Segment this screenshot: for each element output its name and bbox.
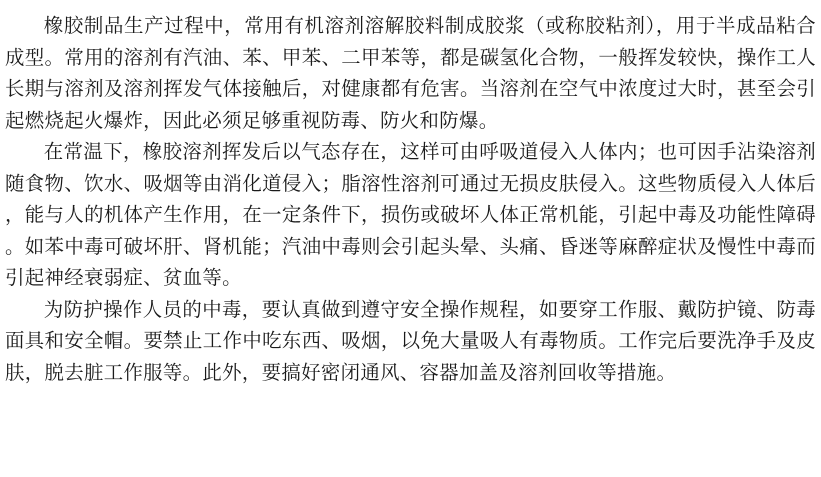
paragraph-solvent-usage: 橡胶制品生产过程中，常用有机溶剂溶解胶料制成胶浆（或称胶粘剂），用于半成品粘合成型。常用的溶剂有汽油、苯、甲苯、二甲苯等，都是碳氢化合物，一般挥发较快，操作工人长期与溶剂及溶剂挥发气体接触后，对健康都有危害。当溶剂在空气中浓度过大时，甚至会引起燃烧起火爆炸，因此必须足够重视防毒、防火和防爆。 — [5, 14, 816, 132]
paragraph-toxicity-routes: 在常温下，橡胶溶剂挥发后以气态存在，这样可由呼吸道侵入人体内；也可因手沾染溶剂随食物、饮水、吸烟等由消化道侵入；脂溶性溶剂可通过无损皮肤侵入。这些物质侵入人体后，能与人的机体产生作用，在一定条件下，损伤或破坏人体正常机能，引起中毒及功能性障碍。如苯中毒可破坏肝、肾机能；汽油中毒则会引起头晕、头痛、昏迷等麻醉症状及慢性中毒而引起神经衰弱症、贫血等。 — [5, 140, 816, 289]
paragraph-protection-measures: 为防护操作人员的中毒，要认真做到遵守安全操作规程，如要穿工作服、戴防护镜、防毒面具和安全帽。要禁止工作中吃东西、吸烟，以免大量吸人有毒物质。工作完后要洗净手及皮肤，脱去脏工作服等。此外，要搞好密闭通风、容器加盖及溶剂回收等措施。 — [5, 297, 816, 384]
